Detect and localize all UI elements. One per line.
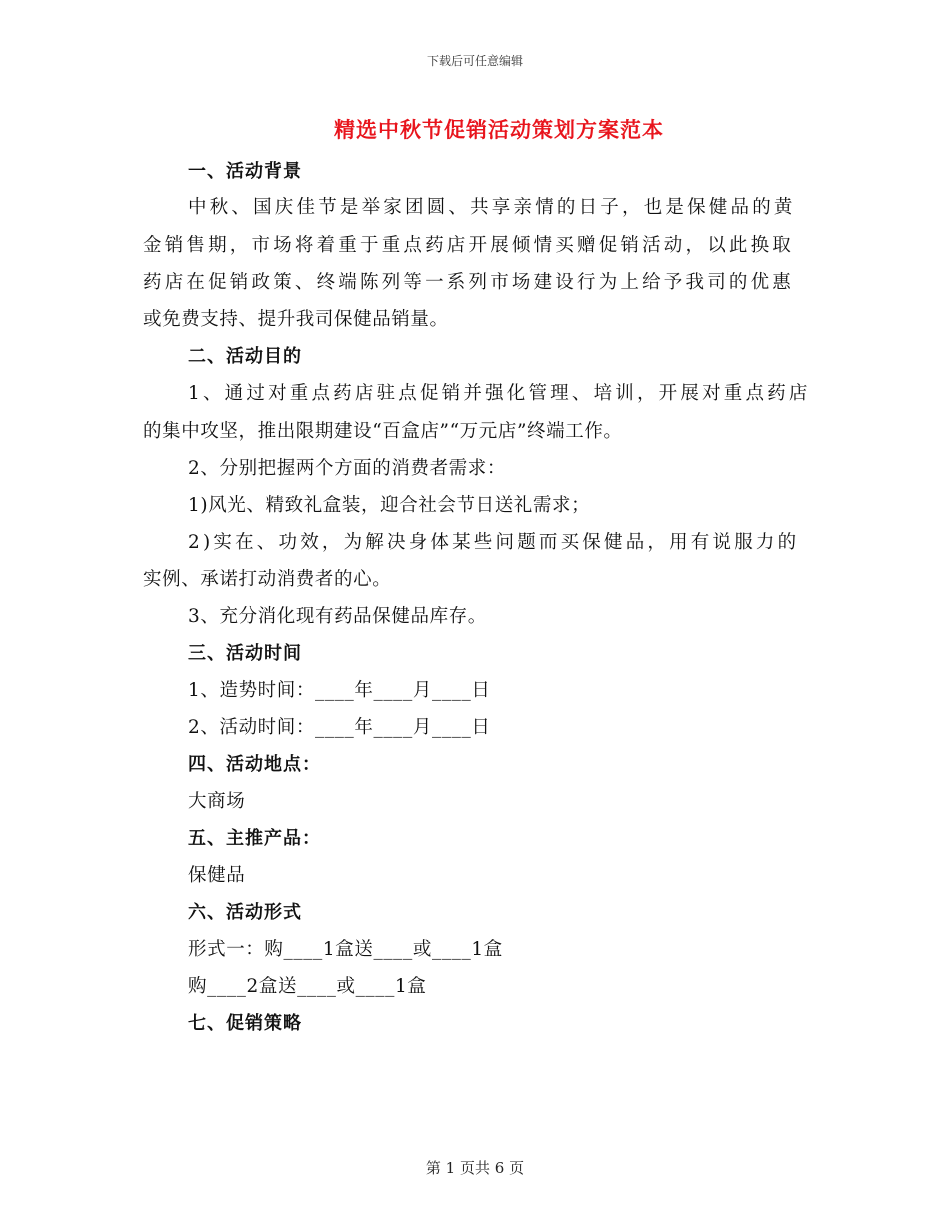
paragraph-line: 2)实在、功效，为解决身体某些问题而买保健品，用有说服力的 <box>188 532 800 553</box>
paragraph-line: 形式一：购____1盒送____或____1盒 <box>188 939 503 960</box>
paragraph-line: 金销售期，市场将着重于重点药店开展倾情买赠促销活动，以此换取 <box>143 235 795 256</box>
paragraph-line: 实例、承诺打动消费者的心。 <box>143 569 392 590</box>
paragraph-line: 2、活动时间：____年____月____日 <box>188 717 491 738</box>
paragraph-line: 保健品 <box>188 865 246 886</box>
section-heading-6: 六、活动形式 <box>188 902 302 923</box>
paragraph-line: 购____2盒送____或____1盒 <box>188 976 427 997</box>
paragraph-line: 或免费支持、提升我司保健品销量。 <box>143 309 449 330</box>
paragraph-line: 1、通过对重点药店驻点促销并强化管理、培训，开展对重点药店 <box>188 383 811 404</box>
paragraph-line: 药店在促销政策、终端陈列等一系列市场建设行为上给予我司的优惠 <box>143 272 795 293</box>
header-note: 下载后可任意编辑 <box>426 54 523 68</box>
section-heading-7: 七、促销策略 <box>188 1013 302 1034</box>
paragraph-line: 中秋、国庆佳节是举家团圆、共享亲情的日子，也是保健品的黄 <box>188 197 796 218</box>
section-heading-4: 四、活动地点： <box>188 754 321 775</box>
page-footer: 第 1 页共 6 页 <box>425 1159 525 1177</box>
paragraph-line: 3、充分消化现有药品保健品库存。 <box>188 606 487 627</box>
section-heading-2: 二、活动目的 <box>188 346 302 367</box>
paragraph-line: 2、分别把握两个方面的消费者需求： <box>188 458 506 479</box>
paragraph-line: 1、造势时间：____年____月____日 <box>188 680 491 701</box>
section-heading-3: 三、活动时间 <box>188 643 302 664</box>
paragraph-line: 大商场 <box>188 791 246 812</box>
section-heading-1: 一、活动背景 <box>188 161 302 182</box>
paragraph-line: 的集中攻坚，推出限期建设“百盒店”“万元店”终端工作。 <box>143 421 623 442</box>
document-title: 精选中秋节促销活动策划方案范本 <box>334 117 664 142</box>
paragraph-line: 1)风光、精致礼盒装，迎合社会节日送礼需求； <box>188 495 591 516</box>
section-heading-5: 五、主推产品： <box>188 828 321 849</box>
